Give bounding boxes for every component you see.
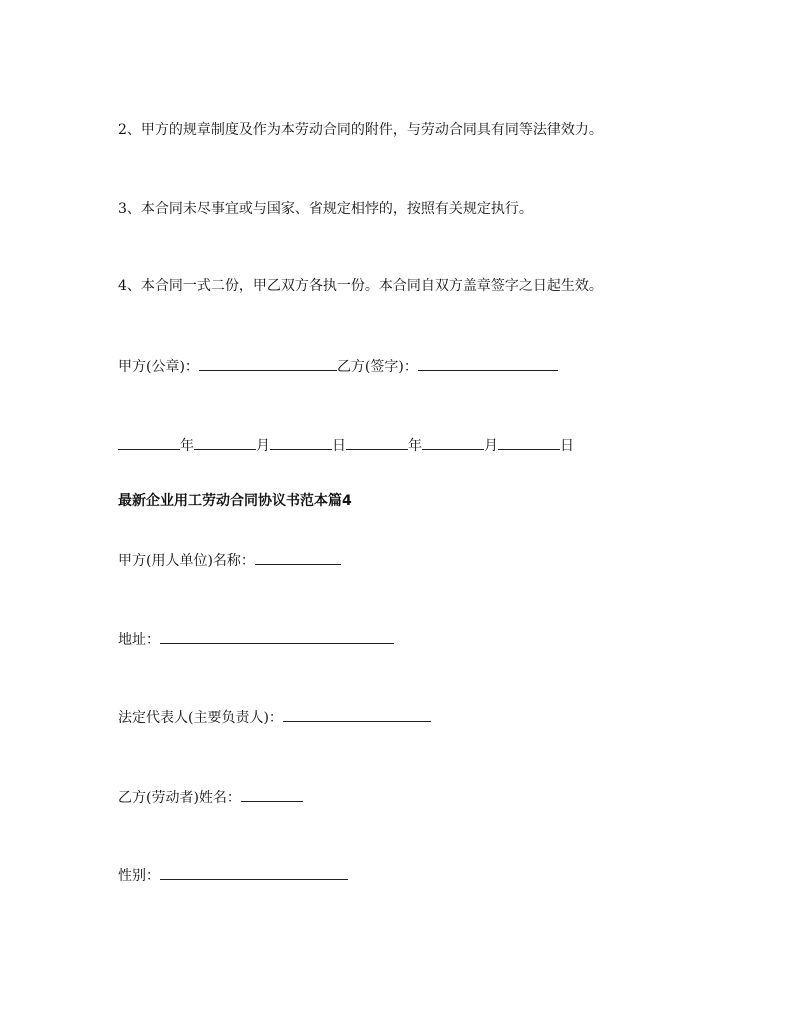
legal-rep-label: 法定代表人(主要负责人)： [118,710,283,726]
employer-name-row [118,550,341,570]
year-a-blank[interactable] [118,435,180,450]
clause-4: 4、本合同一式二份，甲乙双方各执一份。本合同自双方盖章签字之日起生效。 [118,278,603,294]
address-row [118,629,394,649]
day-a-label: 日 [332,438,346,454]
month-b-label: 月 [484,438,498,454]
month-b-blank[interactable] [422,435,484,450]
address-label: 地址： [118,632,160,648]
gender-label: 性别： [118,868,160,884]
year-b-label: 年 [408,438,422,454]
gender-blank[interactable] [160,865,348,880]
worker-name-row [118,787,303,807]
day-b-blank[interactable] [498,435,560,450]
employer-name-label: 甲方(用人单位)名称： [118,553,255,569]
date-row [118,435,574,455]
legal-rep-row [118,707,431,727]
clause-3: 3、本合同未尽事宜或与国家、省规定相悖的，按照有关规定执行。 [118,201,533,217]
day-b-label: 日 [560,438,574,454]
party-b-blank[interactable] [418,356,558,371]
worker-name-label: 乙方(劳动者)姓名： [118,790,241,806]
party-b-label: 乙方(签字)： [336,359,418,375]
gender-row [118,865,348,885]
party-a-blank[interactable] [199,356,337,371]
day-a-blank[interactable] [270,435,332,450]
month-a-blank[interactable] [194,435,256,450]
year-a-label: 年 [180,438,194,454]
legal-rep-blank[interactable] [283,707,431,722]
clause-2: 2、甲方的规章制度及作为本劳动合同的附件，与劳动合同具有同等法律效力。 [118,122,603,138]
worker-name-blank[interactable] [241,787,303,802]
year-b-blank[interactable] [346,435,408,450]
party-a-label: 甲方(公章)： [118,359,199,375]
section-title: 最新企业用工劳动合同协议书范本篇4 [118,493,352,509]
address-blank[interactable] [160,629,394,644]
employer-name-blank[interactable] [255,550,341,565]
month-a-label: 月 [256,438,270,454]
signature-row [118,356,558,376]
